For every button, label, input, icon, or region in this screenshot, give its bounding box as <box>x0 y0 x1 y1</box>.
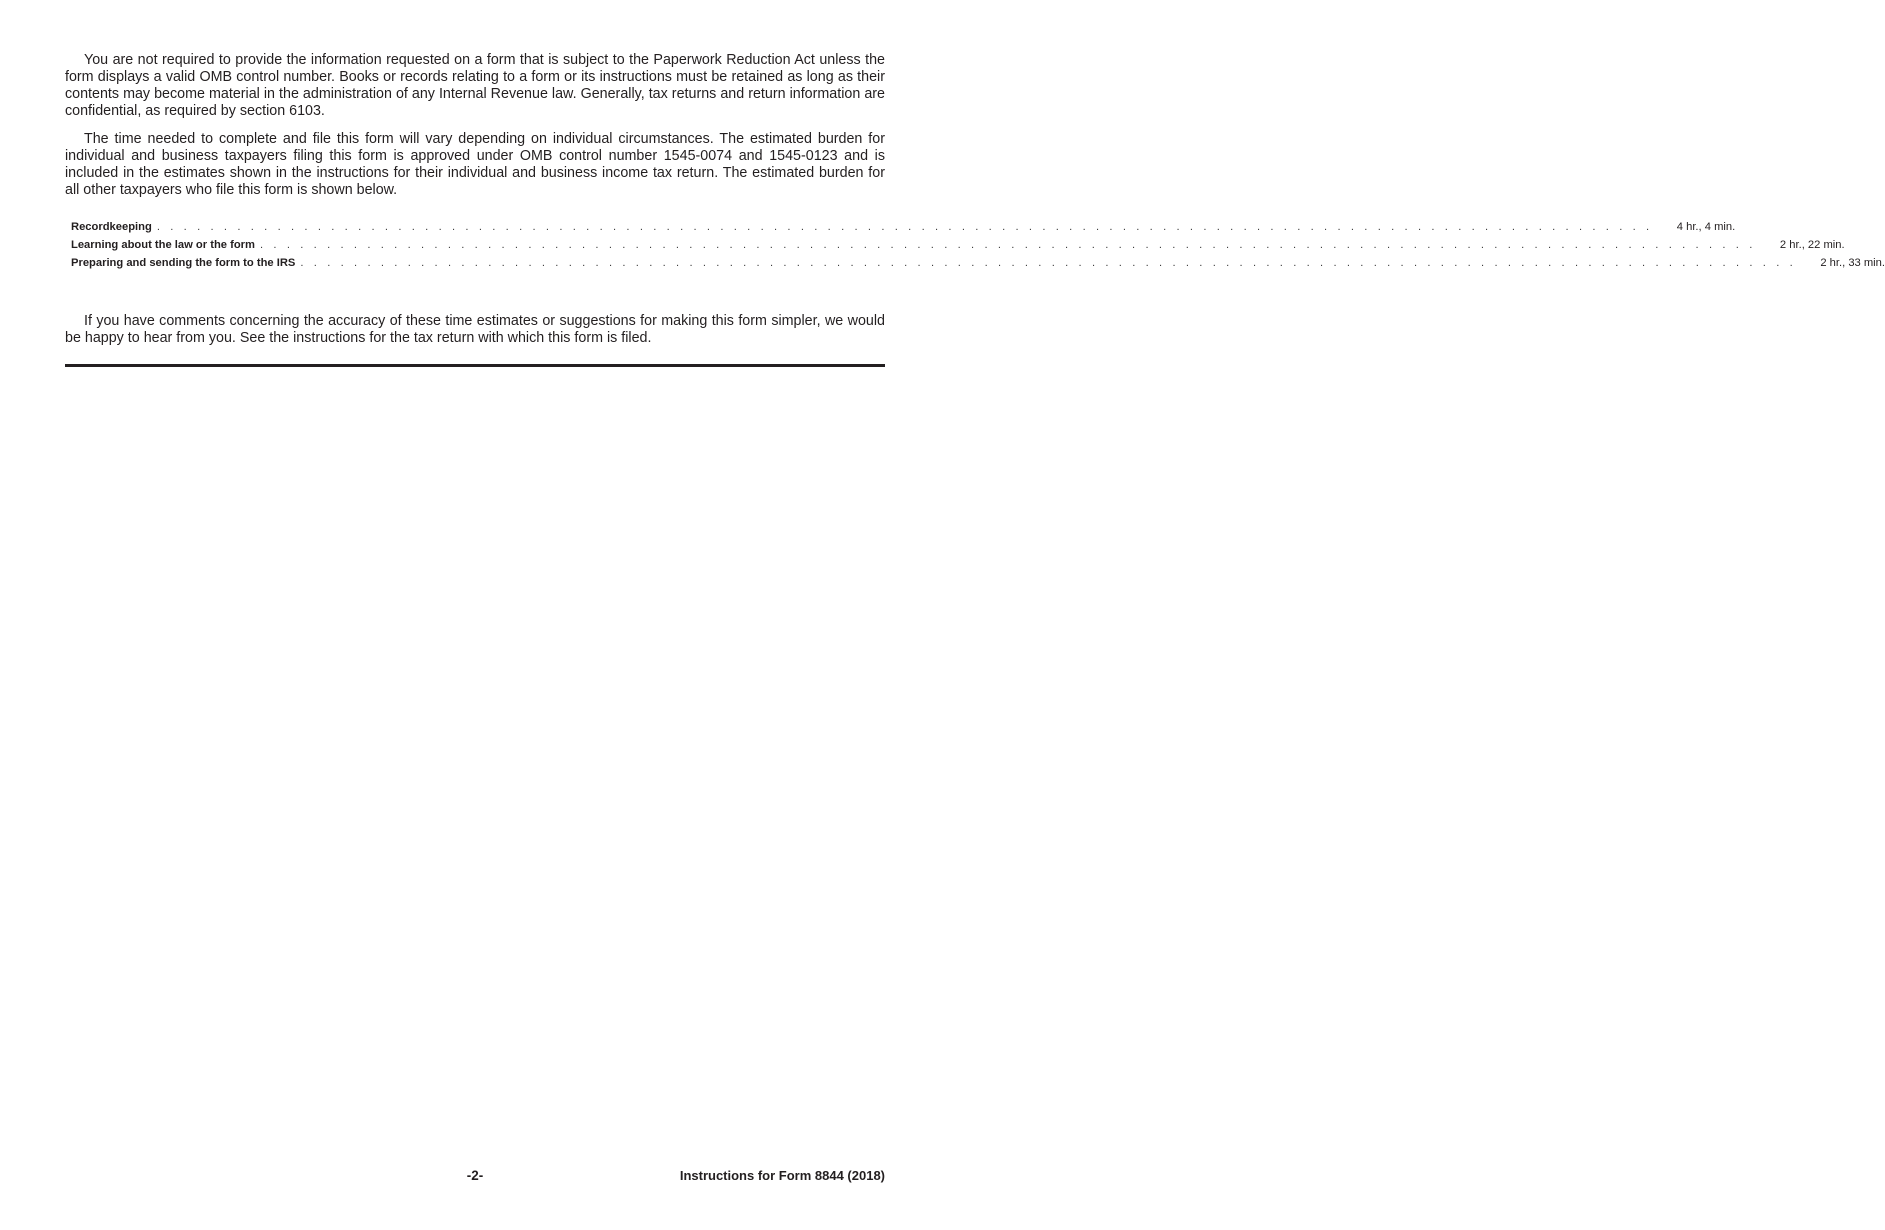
burden-value: 2 hr., 33 min. <box>1820 257 1885 269</box>
burden-label: Learning about the law or the form <box>71 239 255 251</box>
burden-value: 2 hr., 22 min. <box>1779 239 1845 251</box>
burden-estimate-table <box>65 221 1885 275</box>
page-body <box>65 52 1885 347</box>
page-number: -2- <box>466 1168 484 1183</box>
dot-leader: . . . . . . . . . . . . . . . . . . . . . . . . . . . . . . . . . . . . . . . . . . . . . . . . . . . . . . . . . . . . . . . . . . . . . . . . . . . . . . . . . . . . . . . . . . . . . . . . . . . . . . . . . . . . . . . . <box>259 239 1756 251</box>
dot-leader: . . . . . . . . . . . . . . . . . . . . . . . . . . . . . . . . . . . . . . . . . . . . . . . . . . . . . . . . . . . . . . . . . . . . . . . . . . . . . . . . . . . . . . . . . . . . . . . . . . . . . . . . . . . . . . . . <box>156 221 1653 233</box>
burden-value: 4 hr., 4 min. <box>1676 221 1736 233</box>
section-divider <box>65 364 885 367</box>
burden-label: Preparing and sending the form to the IRS <box>71 257 296 269</box>
burden-row-recordkeeping <box>71 221 1736 239</box>
paperwork-reduction-paragraph: You are not required to provide the information requested on a form that is subject to the Paperwork Reduction Act unless the form displays a valid OMB control number. Books or records relating to a form or its instructions must be retained as long as their contents may become material in the administration of any Internal Revenue law. Generally, tax returns and return information are confidential, as required by section 6103. <box>65 52 885 119</box>
burden-row-preparing <box>71 257 1885 275</box>
dot-leader: . . . . . . . . . . . . . . . . . . . . . . . . . . . . . . . . . . . . . . . . . . . . . . . . . . . . . . . . . . . . . . . . . . . . . . . . . . . . . . . . . . . . . . . . . . . . . . . . . . . . . . . . . . . . . . . . <box>300 257 1797 269</box>
time-needed-paragraph: The time needed to complete and file this form will vary depending on individual circumstances. The estimated burden for individual and business taxpayers filing this form is approved under OMB control number 1545-0074 and 1545-0123 and is included in the estimates shown in the instructions for their individual and business income tax return. The estimated burden for all other taxpayers who file this form is shown below. <box>65 131 885 198</box>
comments-paragraph: If you have comments concerning the accuracy of these time estimates or suggestions for making this form simpler, we would be happy to hear from you. See the instructions for the tax return with which this form is filed. <box>65 313 885 346</box>
burden-row-learning <box>71 239 1845 257</box>
burden-label: Recordkeeping <box>71 221 152 233</box>
footer-form-title: Instructions for Form 8844 (2018) <box>679 1168 885 1183</box>
